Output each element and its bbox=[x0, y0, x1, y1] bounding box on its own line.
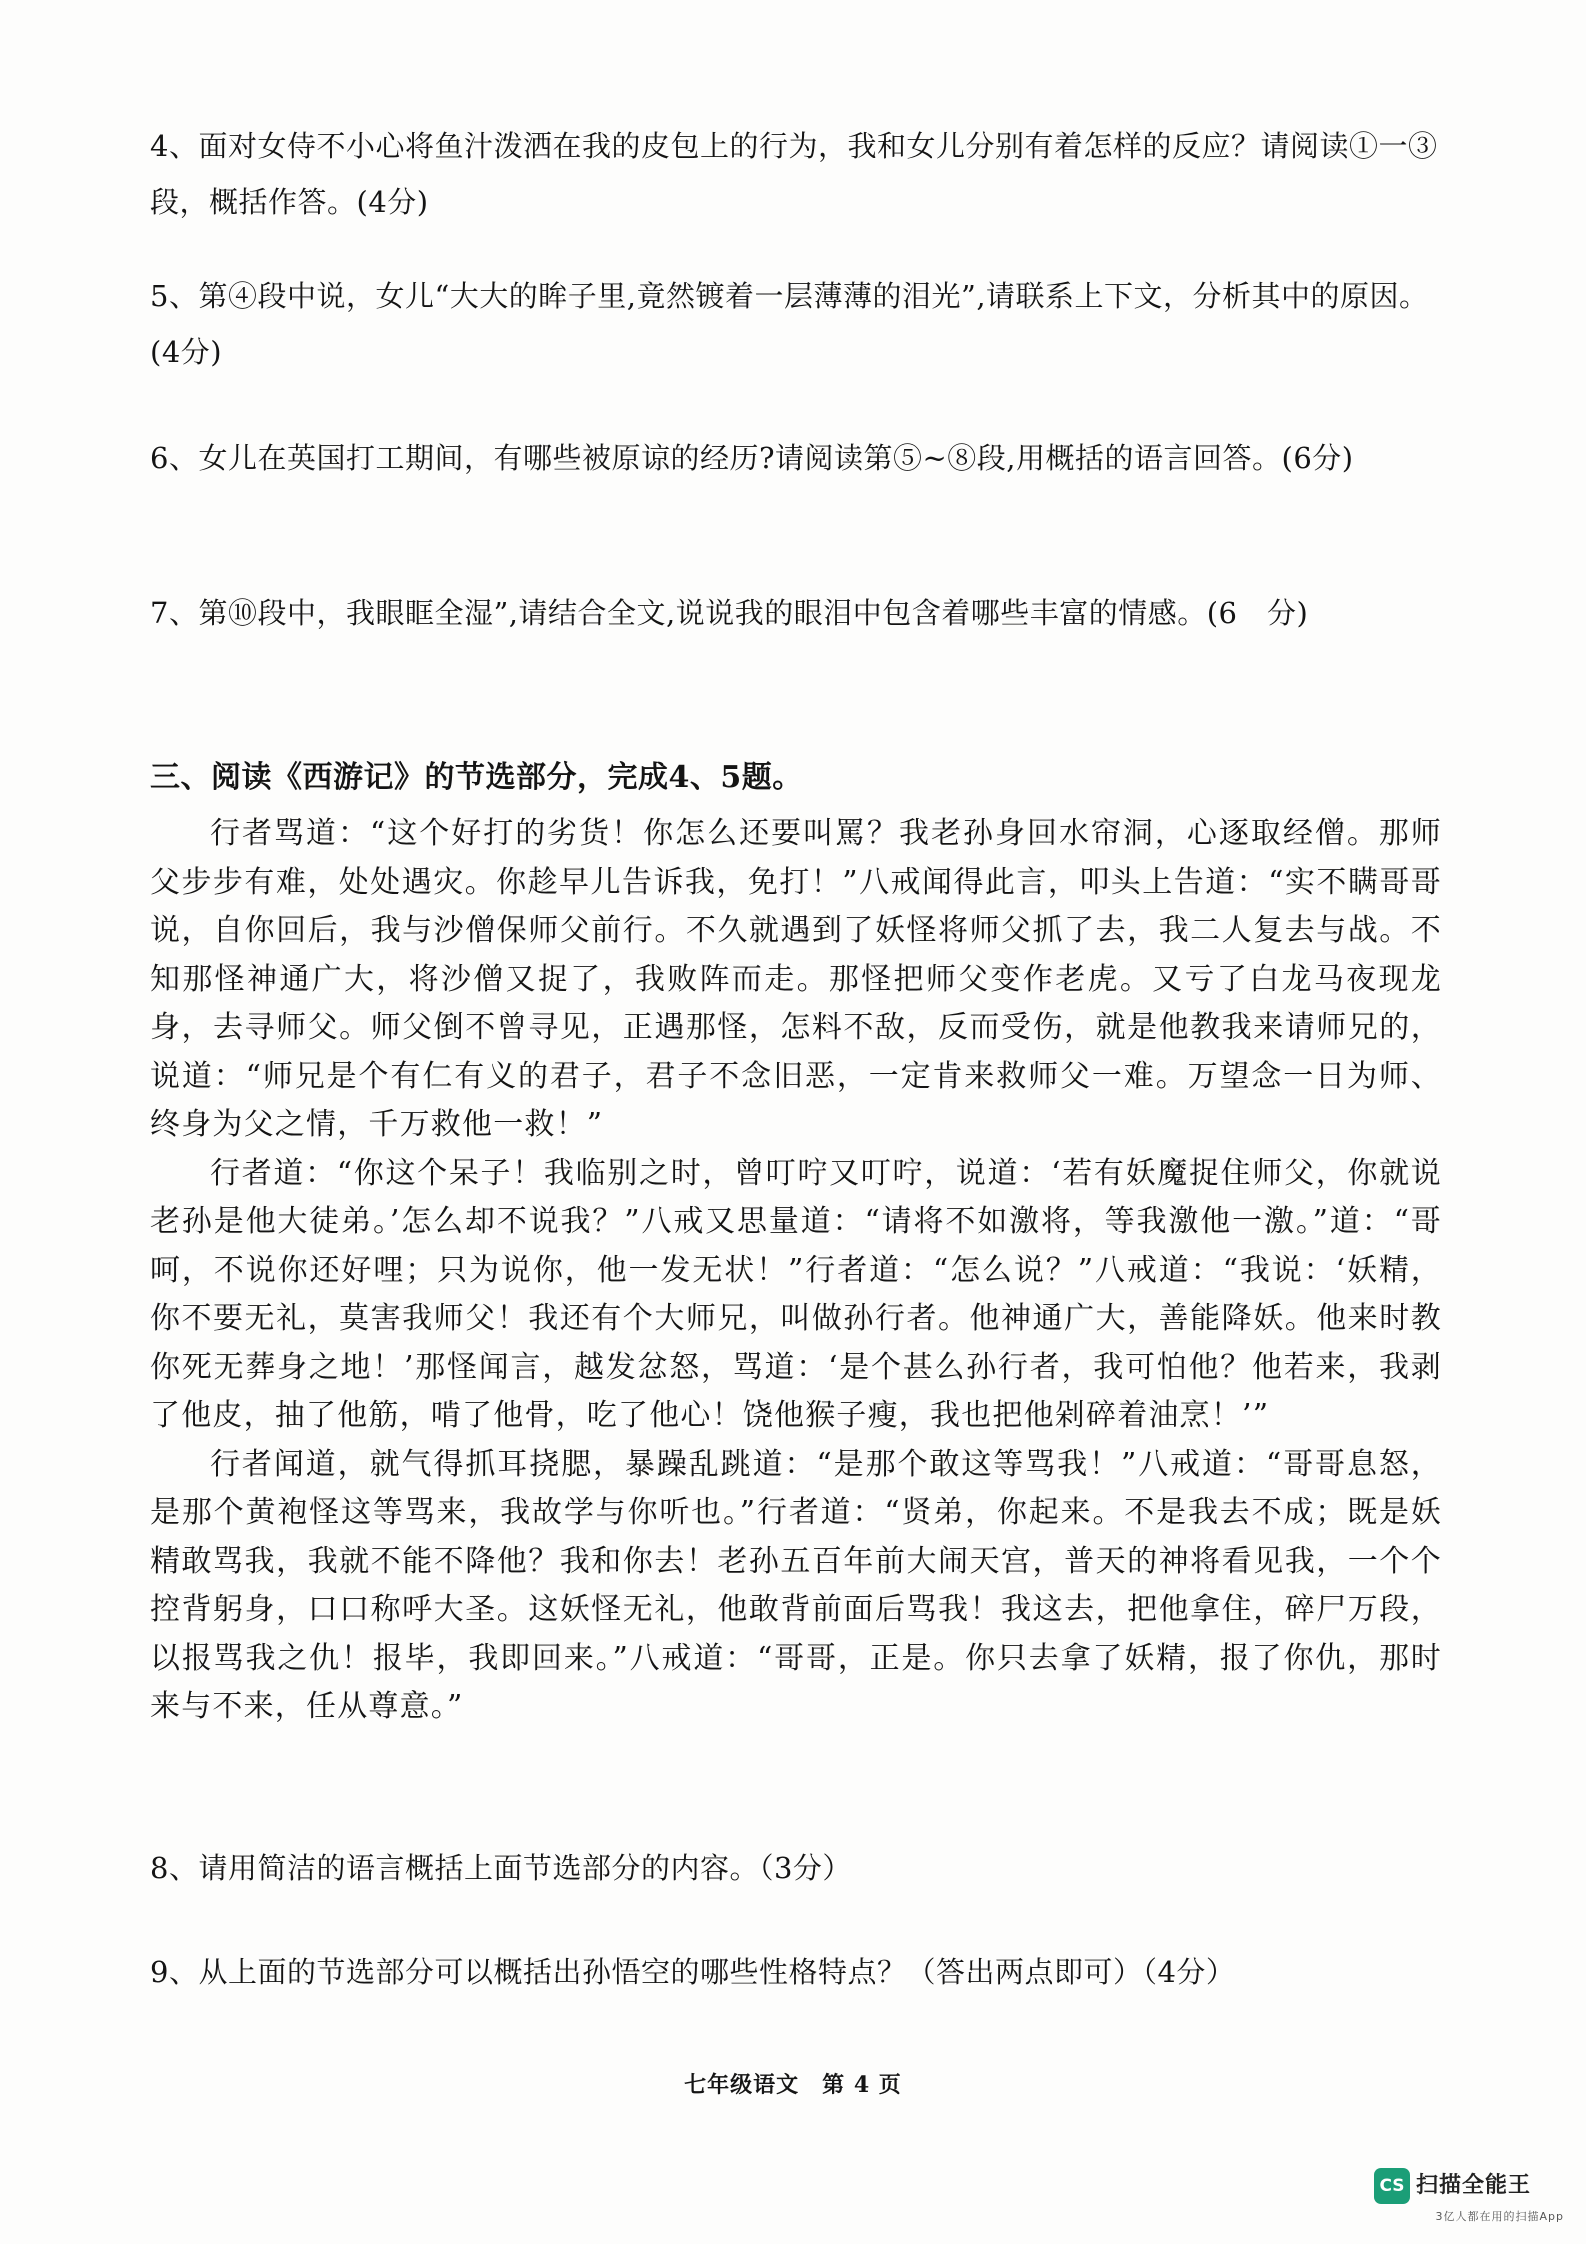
passage-paragraph: 行者骂道：“这个好打的劣货！你怎么还要叫罵？我老孙身回水帘洞，心逐取经僧。那师父步步有难，处处遇灾。你趁早儿告诉我，免打！”八戒闻得此言，叩头上告道：“实不瞒哥哥说，自你回后，我与沙僧保师父前行。不久就遇到了妖怪将师父抓了去，我二人复去与战。不知那怪神通广大，将沙僧又捉了，我败阵而走。那怪把师父变作老虎。又亏了白龙马夜现龙身，去寻师父。师父倒不曾寻见，正遇那怪，怎料不敌，反而受伤，就是他教我来请师兄的，说道：“师兄是个有仁有义的君子，君子不念旧恶，一定肯来救师父一难。万望念一日为师、终身为父之情，千万救他一救！” bbox=[150, 816, 1442, 1142]
question-5: 5、第④段中说，女儿“大大的眸子里,竟然镀着一层薄薄的泪光”,请联系上下文，分析其中的原因。(4分) bbox=[150, 279, 1429, 369]
question-4: 4、面对女侍不小心将鱼汁泼洒在我的皮包上的行为，我和女儿分别有着怎样的反应？请阅读①一③段，概括作答。(4分) bbox=[150, 129, 1438, 219]
page-footer: 七年级语文 第 4 页 bbox=[684, 2072, 902, 2098]
scanner-watermark bbox=[1374, 2166, 1564, 2226]
camscanner-logo-icon: CS bbox=[1374, 2168, 1410, 2204]
question-8: 8、请用简洁的语言概括上面节选部分的内容。（3分） bbox=[150, 1851, 852, 1885]
passage-paragraph: 行者闻道，就气得抓耳挠腮，暴躁乱跳道：“是那个敢这等骂我！”八戒道：“哥哥息怒，是那个黄袍怪这等骂来，我故学与你听也。”行者道：“贤弟，你起来。不是我去不成；既是妖精敢骂我，我就不能不降他？我和你去！老孙五百年前大闹天宫，普天的神将看见我，一个个控背躬身，口口称呼大圣。这妖怪无礼，他敢背前面后骂我！我这去，把他拿住，碎尸万段，以报骂我之仇！报毕，我即回来。”八戒道：“哥哥，正是。你只去拿了妖精，报了你仇，那时来与不来，任从尊意。” bbox=[150, 1446, 1442, 1724]
question-7: 7、第⑩段中，我眼眶全湿”,请结合全文,说说我的眼泪中包含着哪些丰富的情感。(6 分) bbox=[150, 596, 1309, 630]
question-6: 6、女儿在英国打工期间，有哪些被原谅的经历?请阅读第⑤~⑧段,用概括的语言回答。(6分) bbox=[150, 441, 1354, 475]
section-title: 三、阅读《西游记》的节选部分，完成4、5题。 bbox=[150, 760, 803, 795]
passage-paragraph: 行者道：“你这个呆子！我临别之时，曾叮咛又叮咛，说道：‘若有妖魔捉住师父，你就说老孙是他大徒弟。’怎么却不说我？”八戒又思量道：“请将不如激将，等我激他一激。”道：“哥呵，不说你还好哩；只为说你，他一发无状！”行者道：“怎么说？”八戒道：“我说：‘妖精，你不要无礼，莫害我师父！我还有个大师兄，叫做孙行者。他神通广大，善能降妖。他来时教你死无葬身之地！’那怪闻言，越发忿怒，骂道：‘是个甚么孙行者，我可怕他？他若来，我剥了他皮，抽了他筋，啃了他骨，吃了他心！饶他猴子瘦，我也把他剁碎着油烹！’” bbox=[150, 1155, 1442, 1433]
watermark-tagline: 3亿人都在用的扫描App bbox=[1435, 2210, 1564, 2223]
question-9: 9、从上面的节选部分可以概括出孙悟空的哪些性格特点？（答出两点即可）（4分） bbox=[150, 1955, 1236, 1989]
watermark-name: 扫描全能王 bbox=[1416, 2173, 1532, 2198]
passage bbox=[150, 810, 1442, 1732]
